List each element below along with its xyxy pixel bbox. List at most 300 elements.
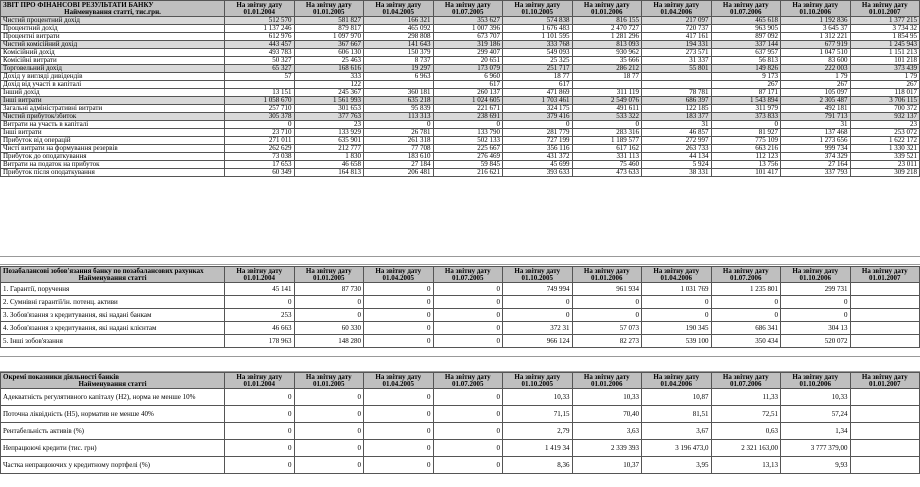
cell-value: 178 963 — [225, 335, 295, 348]
cell-value: 298 808 — [364, 33, 434, 41]
column-header-date: 01.01.2004 — [243, 7, 275, 16]
cell-value — [642, 73, 712, 81]
cell-value: 18 77 — [572, 73, 642, 81]
column-header-prefix: На звітну дату — [583, 266, 630, 275]
cell-value — [850, 283, 920, 296]
cell-value: 373 833 — [711, 113, 781, 121]
column-header-prefix: На звітну дату — [236, 0, 283, 9]
cell-value: 2 549 076 — [572, 97, 642, 105]
cell-value: 10,33 — [781, 389, 851, 406]
cell-value: 549 093 — [503, 49, 573, 57]
column-header — [364, 1, 434, 17]
cell-value: 183 377 — [642, 113, 712, 121]
cell-value: 373 439 — [850, 65, 920, 73]
cell-value: 133 790 — [433, 129, 503, 137]
cell-value: 71,15 — [503, 406, 573, 423]
cell-value: 465 618 — [711, 17, 781, 25]
cell-value: 337 793 — [781, 169, 851, 177]
column-header-prefix: На звітну дату — [305, 0, 352, 9]
cell-value: 1 189 577 — [572, 137, 642, 145]
cell-value — [850, 335, 920, 348]
row-label: 1. Гарантії, поручення — [1, 283, 225, 296]
column-header — [572, 373, 642, 389]
cell-value: 492 181 — [781, 105, 851, 113]
column-header-prefix: На звітну дату — [861, 372, 908, 381]
table-title-text: Позабалансові зобов'язання банку по позабалансових рахунках — [3, 266, 204, 275]
row-label: Торговельний дохід — [1, 65, 225, 73]
cell-value: 3 706 115 — [850, 97, 920, 105]
row-label: Процентні витрати — [1, 33, 225, 41]
cell-value: 0 — [364, 121, 434, 129]
cell-value: 55 801 — [642, 65, 712, 73]
table-row — [1, 17, 920, 25]
table-row — [1, 309, 920, 322]
cell-value: 963 905 — [711, 25, 781, 33]
cell-value: 0 — [433, 335, 503, 348]
cell-value: 305 378 — [225, 113, 295, 121]
cell-value: 333 768 — [503, 41, 573, 49]
column-header-date: 01.07.2006 — [730, 379, 762, 388]
cell-value: 8,36 — [503, 457, 573, 474]
column-header-prefix: На звітну дату — [583, 0, 630, 9]
cell-value: 635 218 — [364, 97, 434, 105]
column-header-date: 01.10.2005 — [521, 7, 553, 16]
cell-value: 27 164 — [781, 161, 851, 169]
column-header-date: 01.04.2005 — [382, 273, 414, 282]
table-row — [1, 65, 920, 73]
column-header-prefix: На звітну дату — [722, 266, 769, 275]
cell-value: 539 100 — [642, 335, 712, 348]
cell-value: 0 — [225, 121, 295, 129]
table-row — [1, 81, 920, 89]
cell-value: 0 — [294, 296, 364, 309]
cell-value: 3 645 37 — [781, 25, 851, 33]
cell-value: 350 434 — [711, 335, 781, 348]
cell-value: 57 — [225, 73, 295, 81]
cell-value: 0 — [642, 296, 712, 309]
cell-value: 1 137 246 — [225, 25, 295, 33]
cell-value: 13 756 — [711, 161, 781, 169]
cell-value: 331 113 — [572, 153, 642, 161]
cell-value: 301 653 — [294, 105, 364, 113]
cell-value: 263 733 — [642, 145, 712, 153]
cell-value: 225 667 — [433, 145, 503, 153]
cell-value: 0 — [364, 296, 434, 309]
cell-value: 35 666 — [572, 57, 642, 65]
cell-value: 372 31 — [503, 322, 573, 335]
cell-value: 20 651 — [433, 57, 503, 65]
table-row — [1, 89, 920, 97]
cell-value: 2 470 727 — [572, 25, 642, 33]
table-row — [1, 33, 920, 41]
column-header — [850, 267, 920, 283]
cell-value: 190 345 — [642, 322, 712, 335]
cell-value: 267 — [850, 81, 920, 89]
cell-value: 1 007 396 — [433, 25, 503, 33]
column-header — [225, 1, 295, 17]
cell-value: 245 367 — [294, 89, 364, 97]
cell-value: 0 — [294, 389, 364, 406]
cell-value: 1 830 — [294, 153, 364, 161]
column-header — [503, 267, 573, 283]
row-label: Загальні адміністративні витрати — [1, 105, 225, 113]
table-row — [1, 137, 920, 145]
column-header-date: 01.07.2005 — [452, 379, 484, 388]
cell-value: 966 124 — [503, 335, 573, 348]
column-header — [850, 1, 920, 17]
cell-value: 257 710 — [225, 105, 295, 113]
cell-value: 353 627 — [433, 17, 503, 25]
cell-value: 13,13 — [711, 457, 781, 474]
cell-value: 10,87 — [642, 389, 712, 406]
cell-value: 1 273 656 — [781, 137, 851, 145]
cell-value: 0 — [711, 121, 781, 129]
table-row — [1, 296, 920, 309]
row-label: Чисті витрати на формування резервів — [1, 145, 225, 153]
table-subtitle: Найменування статті — [78, 273, 147, 282]
column-header — [642, 373, 712, 389]
table-row — [1, 423, 920, 440]
column-header — [781, 267, 851, 283]
cell-value: 775 109 — [711, 137, 781, 145]
column-header-prefix: На звітну дату — [792, 0, 839, 9]
cell-value: 9 173 — [711, 73, 781, 81]
cell-value: 417 161 — [642, 33, 712, 41]
column-header — [781, 373, 851, 389]
cell-value: 791 713 — [781, 113, 851, 121]
cell-value: 374 329 — [781, 153, 851, 161]
cell-value: 18 77 — [503, 73, 573, 81]
cell-value: 1 543 894 — [711, 97, 781, 105]
cell-value: 26 781 — [364, 129, 434, 137]
cell-value: 816 155 — [572, 17, 642, 25]
column-header-date: 01.07.2006 — [730, 273, 762, 282]
cell-value: 23 710 — [225, 129, 295, 137]
cell-value: 141 643 — [364, 41, 434, 49]
cell-value: 0 — [572, 121, 642, 129]
cell-value: 0 — [364, 406, 434, 423]
cell-value: 25 463 — [294, 57, 364, 65]
cell-value: 105 097 — [781, 89, 851, 97]
cell-value: 44 134 — [642, 153, 712, 161]
cell-value — [850, 322, 920, 335]
cell-value: 173 079 — [433, 65, 503, 73]
cell-value: 3 196 473,0 — [642, 440, 712, 457]
column-header — [225, 267, 295, 283]
income-statement-table — [0, 0, 920, 177]
cell-value: 73 038 — [225, 153, 295, 161]
column-header — [433, 1, 503, 17]
table-row — [1, 41, 920, 49]
table-title-text: Окремі показники діяльності банків — [3, 372, 120, 381]
cell-value: 251 717 — [503, 65, 573, 73]
column-header — [433, 267, 503, 283]
cell-value: 271 011 — [225, 137, 295, 145]
row-label: Дохід у вигляді дивідендів — [1, 73, 225, 81]
indicators-table — [0, 372, 920, 474]
column-header — [781, 1, 851, 17]
cell-value: 1 281 296 — [572, 33, 642, 41]
table-row — [1, 389, 920, 406]
cell-value: 217 097 — [642, 17, 712, 25]
table-title — [1, 1, 225, 17]
column-header — [711, 1, 781, 17]
cell-value — [364, 81, 434, 89]
table-row — [1, 153, 920, 161]
table-row — [1, 105, 920, 113]
row-label: Дохід від участі в капіталі — [1, 81, 225, 89]
row-label: Рентабельність активів (%) — [1, 423, 225, 440]
column-header-date: 01.04.2006 — [660, 7, 692, 16]
row-label: Комісійний дохід — [1, 49, 225, 57]
cell-value: 27 184 — [364, 161, 434, 169]
column-header-date: 01.01.2004 — [243, 379, 275, 388]
cell-value: 749 994 — [503, 283, 573, 296]
row-label: Чистий процентний дохід — [1, 17, 225, 25]
cell-value: 1 622 172 — [850, 137, 920, 145]
column-header-date: 01.10.2006 — [799, 7, 831, 16]
table-subtitle: Найменування статті — [78, 379, 147, 388]
column-header-date: 01.01.2005 — [313, 273, 345, 282]
cell-value: 3,95 — [642, 457, 712, 474]
cell-value: 0 — [433, 440, 503, 457]
cell-value: 0 — [503, 121, 573, 129]
column-header-prefix: На звітну дату — [653, 266, 700, 275]
row-label: 4. Зобов'язання з кредитування, які надані клієнтам — [1, 322, 225, 335]
row-label: Інший дохід — [1, 89, 225, 97]
cell-value: 46 663 — [225, 322, 295, 335]
cell-value: 0 — [225, 423, 295, 440]
cell-value: 617 — [503, 81, 573, 89]
cell-value: 502 133 — [433, 137, 503, 145]
cell-value: 299 731 — [781, 283, 851, 296]
cell-value: 0 — [433, 121, 503, 129]
row-label: Витрати на участь в капіталі — [1, 121, 225, 129]
cell-value: 101 218 — [850, 57, 920, 65]
cell-value: 360 181 — [364, 89, 434, 97]
off-balance-table — [0, 266, 920, 348]
cell-value: 2,79 — [503, 423, 573, 440]
cell-value: 367 667 — [294, 41, 364, 49]
column-header — [850, 373, 920, 389]
column-header-date: 01.01.2005 — [313, 7, 345, 16]
cell-value: 0 — [433, 406, 503, 423]
cell-value: 0 — [294, 309, 364, 322]
row-label: Прибуток після оподаткування — [1, 169, 225, 177]
column-header — [711, 373, 781, 389]
cell-value: 0 — [433, 423, 503, 440]
table-title — [1, 373, 225, 389]
column-header-prefix: На звітну дату — [514, 0, 561, 9]
column-header — [294, 267, 364, 283]
cell-value: 150 379 — [364, 49, 434, 57]
table-row — [1, 25, 920, 33]
table-row — [1, 283, 920, 296]
cell-value: 122 — [294, 81, 364, 89]
cell-value: 212 777 — [294, 145, 364, 153]
column-header-date: 01.01.2005 — [313, 379, 345, 388]
cell-value: 356 116 — [503, 145, 573, 153]
cell-value: 0 — [433, 309, 503, 322]
column-header-prefix: На звітну дату — [583, 372, 630, 381]
table-subtitle: Найменування статті, тис.грн. — [64, 7, 161, 16]
cell-value: 222 003 — [781, 65, 851, 73]
column-header-prefix: На звітну дату — [444, 266, 491, 275]
cell-value — [850, 423, 920, 440]
cell-value: 81,51 — [642, 406, 712, 423]
row-label: 5. Інші зобов'язання — [1, 335, 225, 348]
cell-value: 17 653 — [225, 161, 295, 169]
cell-value: 0 — [225, 440, 295, 457]
cell-value: 700 372 — [850, 105, 920, 113]
column-header-prefix: На звітну дату — [375, 266, 422, 275]
cell-value: 0 — [364, 457, 434, 474]
cell-value: 319 186 — [433, 41, 503, 49]
table-row — [1, 73, 920, 81]
cell-value: 393 633 — [503, 169, 573, 177]
cell-value: 77 708 — [364, 145, 434, 153]
cell-value: 0 — [711, 296, 781, 309]
cell-value: 60 330 — [294, 322, 364, 335]
cell-value: 0 — [364, 309, 434, 322]
cell-value: 1 79 — [781, 73, 851, 81]
column-header-prefix: На звітну дату — [444, 0, 491, 9]
cell-value: 309 218 — [850, 169, 920, 177]
cell-value: 253 072 — [850, 129, 920, 137]
cell-value: 23 — [850, 121, 920, 129]
cell-value: 1 419 34 — [503, 440, 573, 457]
column-header-prefix: На звітну дату — [861, 0, 908, 9]
column-header-date: 01.01.2006 — [591, 379, 623, 388]
cell-value: 0 — [225, 406, 295, 423]
cell-value — [850, 457, 920, 474]
cell-value: 8 737 — [364, 57, 434, 65]
cell-value: 57 073 — [572, 322, 642, 335]
cell-value: 72,51 — [711, 406, 781, 423]
cell-value: 81 927 — [711, 129, 781, 137]
cell-value: 10,33 — [503, 389, 573, 406]
cell-value: 82 273 — [572, 335, 642, 348]
cell-value: 60 349 — [225, 169, 295, 177]
cell-value: 260 137 — [433, 89, 503, 97]
column-header-date: 01.07.2006 — [730, 7, 762, 16]
cell-value — [850, 389, 920, 406]
table-row — [1, 57, 920, 65]
table-row — [1, 129, 920, 137]
cell-value: 46 857 — [642, 129, 712, 137]
cell-value: 0 — [781, 309, 851, 322]
column-header — [503, 1, 573, 17]
cell-value: 617 — [433, 81, 503, 89]
cell-value: 0 — [225, 296, 295, 309]
cell-value: 311 119 — [572, 89, 642, 97]
cell-value: 533 322 — [572, 113, 642, 121]
table-row — [1, 169, 920, 177]
cell-value: 0 — [433, 296, 503, 309]
cell-value: 113 313 — [364, 113, 434, 121]
cell-value: 23 011 — [850, 161, 920, 169]
cell-value: 1 79 — [850, 73, 920, 81]
cell-value: 0 — [364, 335, 434, 348]
column-header-prefix: На звітну дату — [236, 266, 283, 275]
column-header-prefix: На звітну дату — [305, 372, 352, 381]
column-header-prefix: На звітну дату — [653, 372, 700, 381]
cell-value: 238 691 — [433, 113, 503, 121]
cell-value: 465 092 — [364, 25, 434, 33]
cell-value: 31 337 — [642, 57, 712, 65]
cell-value: 3 777 379,00 — [781, 440, 851, 457]
row-label: Чистий прибуток/збиток — [1, 113, 225, 121]
cell-value: 686 341 — [711, 322, 781, 335]
cell-value: 930 962 — [572, 49, 642, 57]
row-label: Непрацюючі кредити (тис. грн) — [1, 440, 225, 457]
table-row — [1, 440, 920, 457]
table-row — [1, 145, 920, 153]
header-row — [1, 267, 920, 283]
cell-value: 149 826 — [711, 65, 781, 73]
cell-value: 520 072 — [781, 335, 851, 348]
cell-value: 6 960 — [433, 73, 503, 81]
cell-value: 273 571 — [642, 49, 712, 57]
cell-value: 3 734 32 — [850, 25, 920, 33]
column-header — [364, 267, 434, 283]
cell-value: 78 781 — [642, 89, 712, 97]
cell-value: 617 162 — [572, 145, 642, 153]
cell-value: 262 629 — [225, 145, 295, 153]
cell-value: 122 185 — [642, 105, 712, 113]
cell-value — [850, 440, 920, 457]
cell-value: 0 — [294, 457, 364, 474]
cell-value: 2 305 487 — [781, 97, 851, 105]
table-title-text: ЗВІТ ПРО ФІНАНСОВІ РЕЗУЛЬТАТИ БАНКУ — [3, 0, 154, 9]
cell-value: 0 — [364, 423, 434, 440]
cell-value: 299 407 — [433, 49, 503, 57]
cell-value: 1 058 670 — [225, 97, 295, 105]
cell-value: 1 330 321 — [850, 145, 920, 153]
cell-value: 1 151 213 — [850, 49, 920, 57]
row-label: Процентний дохід — [1, 25, 225, 33]
cell-value: 283 316 — [572, 129, 642, 137]
column-header-date: 01.10.2005 — [521, 273, 553, 282]
cell-value: 473 633 — [572, 169, 642, 177]
cell-value: 267 — [711, 81, 781, 89]
column-header — [572, 267, 642, 283]
table-row — [1, 457, 920, 474]
cell-value: 606 130 — [294, 49, 364, 57]
cell-value: 612 976 — [225, 33, 295, 41]
cell-value: 1 235 801 — [711, 283, 781, 296]
row-label: Прибуток від операцій — [1, 137, 225, 145]
cell-value — [642, 81, 712, 89]
table-row — [1, 322, 920, 335]
cell-value: 6 963 — [364, 73, 434, 81]
cell-value: 471 869 — [503, 89, 573, 97]
cell-value: 148 280 — [294, 335, 364, 348]
cell-value: 1 561 993 — [294, 97, 364, 105]
cell-value: 491 611 — [572, 105, 642, 113]
cell-value: 574 838 — [503, 17, 573, 25]
table-row — [1, 335, 920, 348]
cell-value: 216 621 — [433, 169, 503, 177]
cell-value: 65 327 — [225, 65, 295, 73]
row-label: Прибуток до оподаткування — [1, 153, 225, 161]
cell-value — [850, 296, 920, 309]
row-label: Поточна ліквідність (Н5), норматив не менше 40% — [1, 406, 225, 423]
cell-value: 31 — [642, 121, 712, 129]
cell-value: 83 600 — [781, 57, 851, 65]
cell-value: 0 — [294, 440, 364, 457]
column-header-date: 01.07.2005 — [452, 7, 484, 16]
